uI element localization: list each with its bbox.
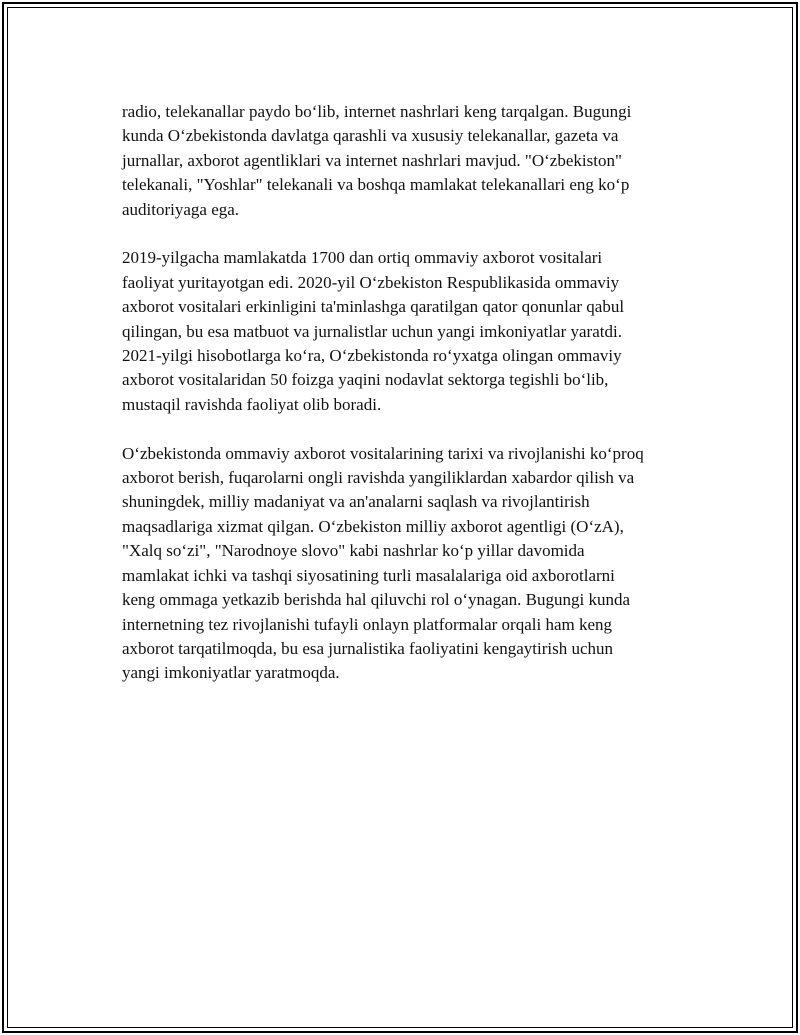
paragraph-media-landscape: radio, telekanallar paydo bo‘lib, internet nashrlari keng tarqalgan. Bugungi kunda O‘zbekistonda davlatga qarashli va xususiy telekanallar, gazeta va jurnallar, axborot agentliklari va internet nashrlari mavjud. "O‘zbekiston" telekanali, "Yoshlar" telekanali va boshqa mamlakat telekanallari eng ko‘p auditoriyaga ega. [122,102,632,219]
document-body [122,100,692,710]
page-frame [2,2,798,1033]
paragraph-media-statistics: 2019-yilgacha mamlakatda 1700 dan ortiq ommaviy axborot vositalari faoliyat yuritayotgan edi. 2020-yil O‘zbekiston Respublikasida ommaviy axborot vositalari erkinligini ta'minlashga qaratilgan qator qonunlar qabul qilingan, bu esa matbuot va jurnalistlar uchun yangi imkoniyatlar yaratdi. 2021-yilgi hisobotlarga ko‘ra, O‘zbekistonda ro‘yxatga olingan ommaviy axborot vositalaridan 50 foizga yaqini nodavlat sektorga tegishli bo‘lib, mustaqil ravishda faoliyat olib boradi. [122,248,625,414]
paragraph-media-history: O‘zbekistonda ommaviy axborot vositalarining tarixi va rivojlanishi ko‘proq axborot berish, fuqarolarni ongli ravishda yangiliklardan xabardor qilish va shuningdek, milliy madaniyat va an'analarni saqlash va rivojlantirish maqsadlariga xizmat qilgan. O‘zbekiston milliy axborot agentligi (O‘zA), "Xalq so‘zi", "Narodnoye slovo" kabi nashrlar ko‘p yillar davomida mamlakat ichki va tashqi siyosatining turli masalalariga oid axborotlarni keng ommaga yetkazib berishda hal qiluvchi rol o‘ynagan. Bugungi kunda internetning tez rivojlanishi tufayli onlayn platformalar orqali ham keng axborot tarqatilmoqda, bu esa jurnalistika faoliyatini kengaytirish uchun yangi imkoniyatlar yaratmoqda. [122,443,644,683]
